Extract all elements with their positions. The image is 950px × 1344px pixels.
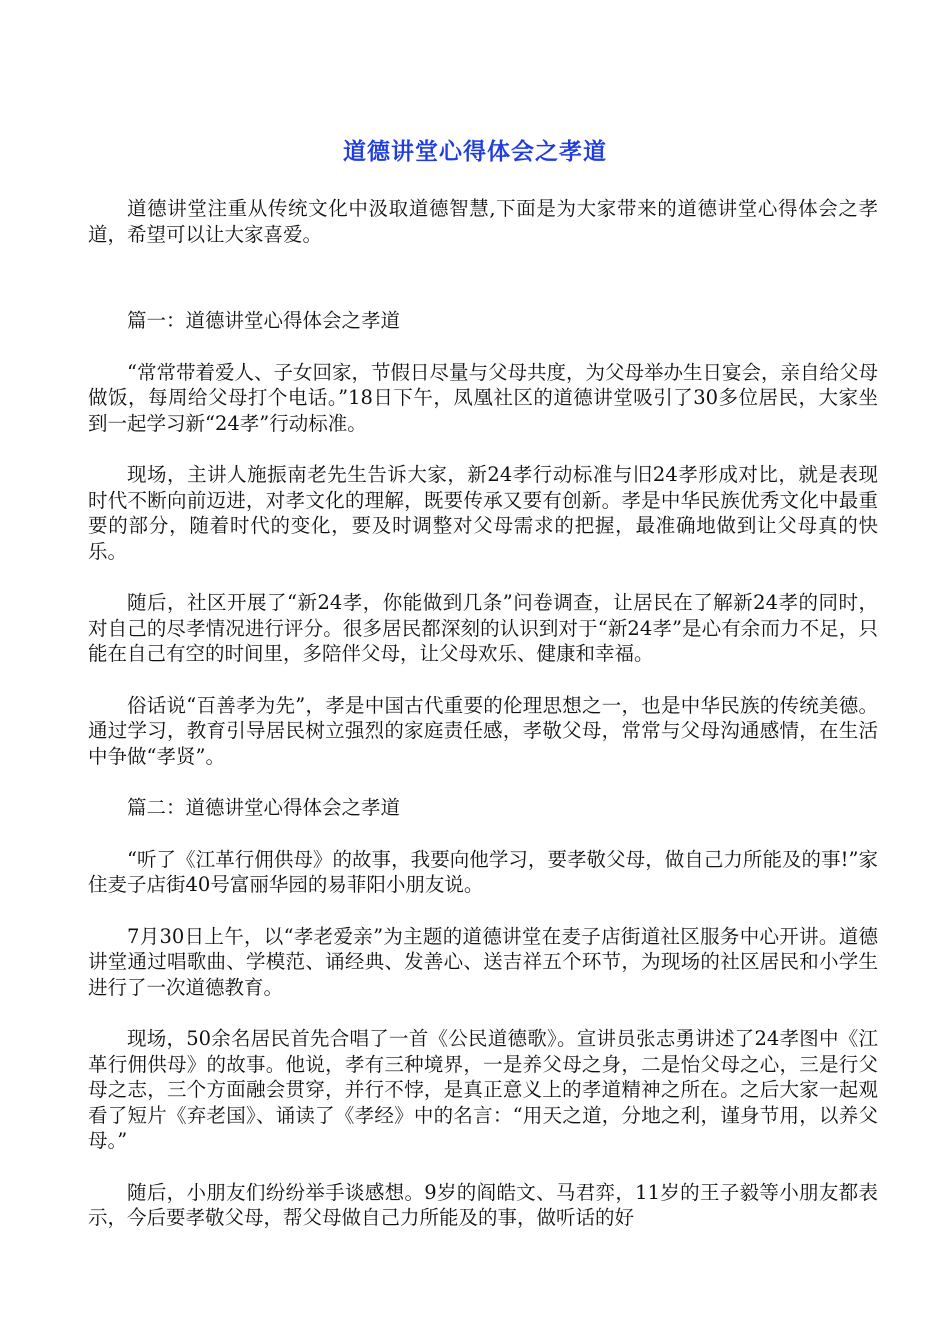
section-heading-2: 篇二：道德讲堂心得体会之孝道: [127, 796, 401, 819]
section-heading-1: 篇一：道德讲堂心得体会之孝道: [127, 309, 401, 332]
paragraph: 现场，主讲人施振南老先生告诉大家，新24孝行动标准与旧24孝形成对比，就是表现时代不断向前迈进，对孝文化的理解，既要传承又要有创新。孝是中华民族优秀文化中最重要的部分，随着时代的变化，要及时调整对父母需求的把握，最准确地做到让父母真的快乐。: [88, 463, 878, 563]
paragraph: 随后，小朋友们纷纷举手谈感想。9岁的阎皓文、马君弈，11岁的王子毅等小朋友都表示，今后要孝敬父母，帮父母做自己力所能及的事，做听话的好: [88, 1180, 878, 1229]
document-body: [88, 196, 878, 1257]
paragraph: “听了《江革行佣供母》的故事，我要向他学习，要孝敬父母，做自己力所能及的事!”家住麦子店街40号富丽华园的易菲阳小朋友说。: [88, 847, 878, 896]
paragraph: 7月30日上午，以“孝老爱亲”为主题的道德讲堂在麦子店街道社区服务中心开讲。道德讲堂通过唱歌曲、学模范、诵经典、发善心、送吉祥五个环节，为现场的社区居民和小学生进行了一次道德教育。: [88, 924, 878, 999]
intro-paragraph: 道德讲堂注重从传统文化中汲取道德智慧,下面是为大家带来的道德讲堂心得体会之孝道，希望可以让大家喜爱。: [88, 197, 878, 246]
paragraph: “常常带着爱人、子女回家，节假日尽量与父母共度，为父母举办生日宴会，亲自给父母做饭，每周给父母打个电话。”18日下午，凤凰社区的道德讲堂吸引了30多位居民，大家坐到一起学习新“24孝”行动标准。: [88, 360, 878, 435]
paragraph: 现场，50余名居民首先合唱了一首《公民道德歌》。宣讲员张志勇讲述了24孝图中《江革行佣供母》的故事。他说，孝有三种境界，一是养父母之身，二是怡父母之心，三是行父母之志，三个方面融会贯穿，并行不悖，是真正意义上的孝道精神之所在。之后大家一起观看了短片《弃老国》、诵读了《孝经》中的名言：“用天之道，分地之利，谨身节用，以养父母。”: [88, 1027, 878, 1152]
paragraph: 随后，社区开展了“新24孝，你能做到几条”问卷调查，让居民在了解新24孝的同时，对自己的尽孝情况进行评分。很多居民都深刻的认识到对于“新24孝”是心有余而力不足，只能在自己有空的时间里，多陪伴父母，让父母欢乐、健康和幸福。: [88, 591, 878, 665]
paragraph: 俗话说“百善孝为先”，孝是中国古代重要的伦理思想之一，也是中华民族的传统美德。通过学习，教育引导居民树立强烈的家庭责任感，孝敬父母，常常与父母沟通感情，在生活中争做“孝贤”。: [88, 693, 878, 768]
document-title: 道德讲堂心得体会之孝道: [343, 139, 607, 165]
